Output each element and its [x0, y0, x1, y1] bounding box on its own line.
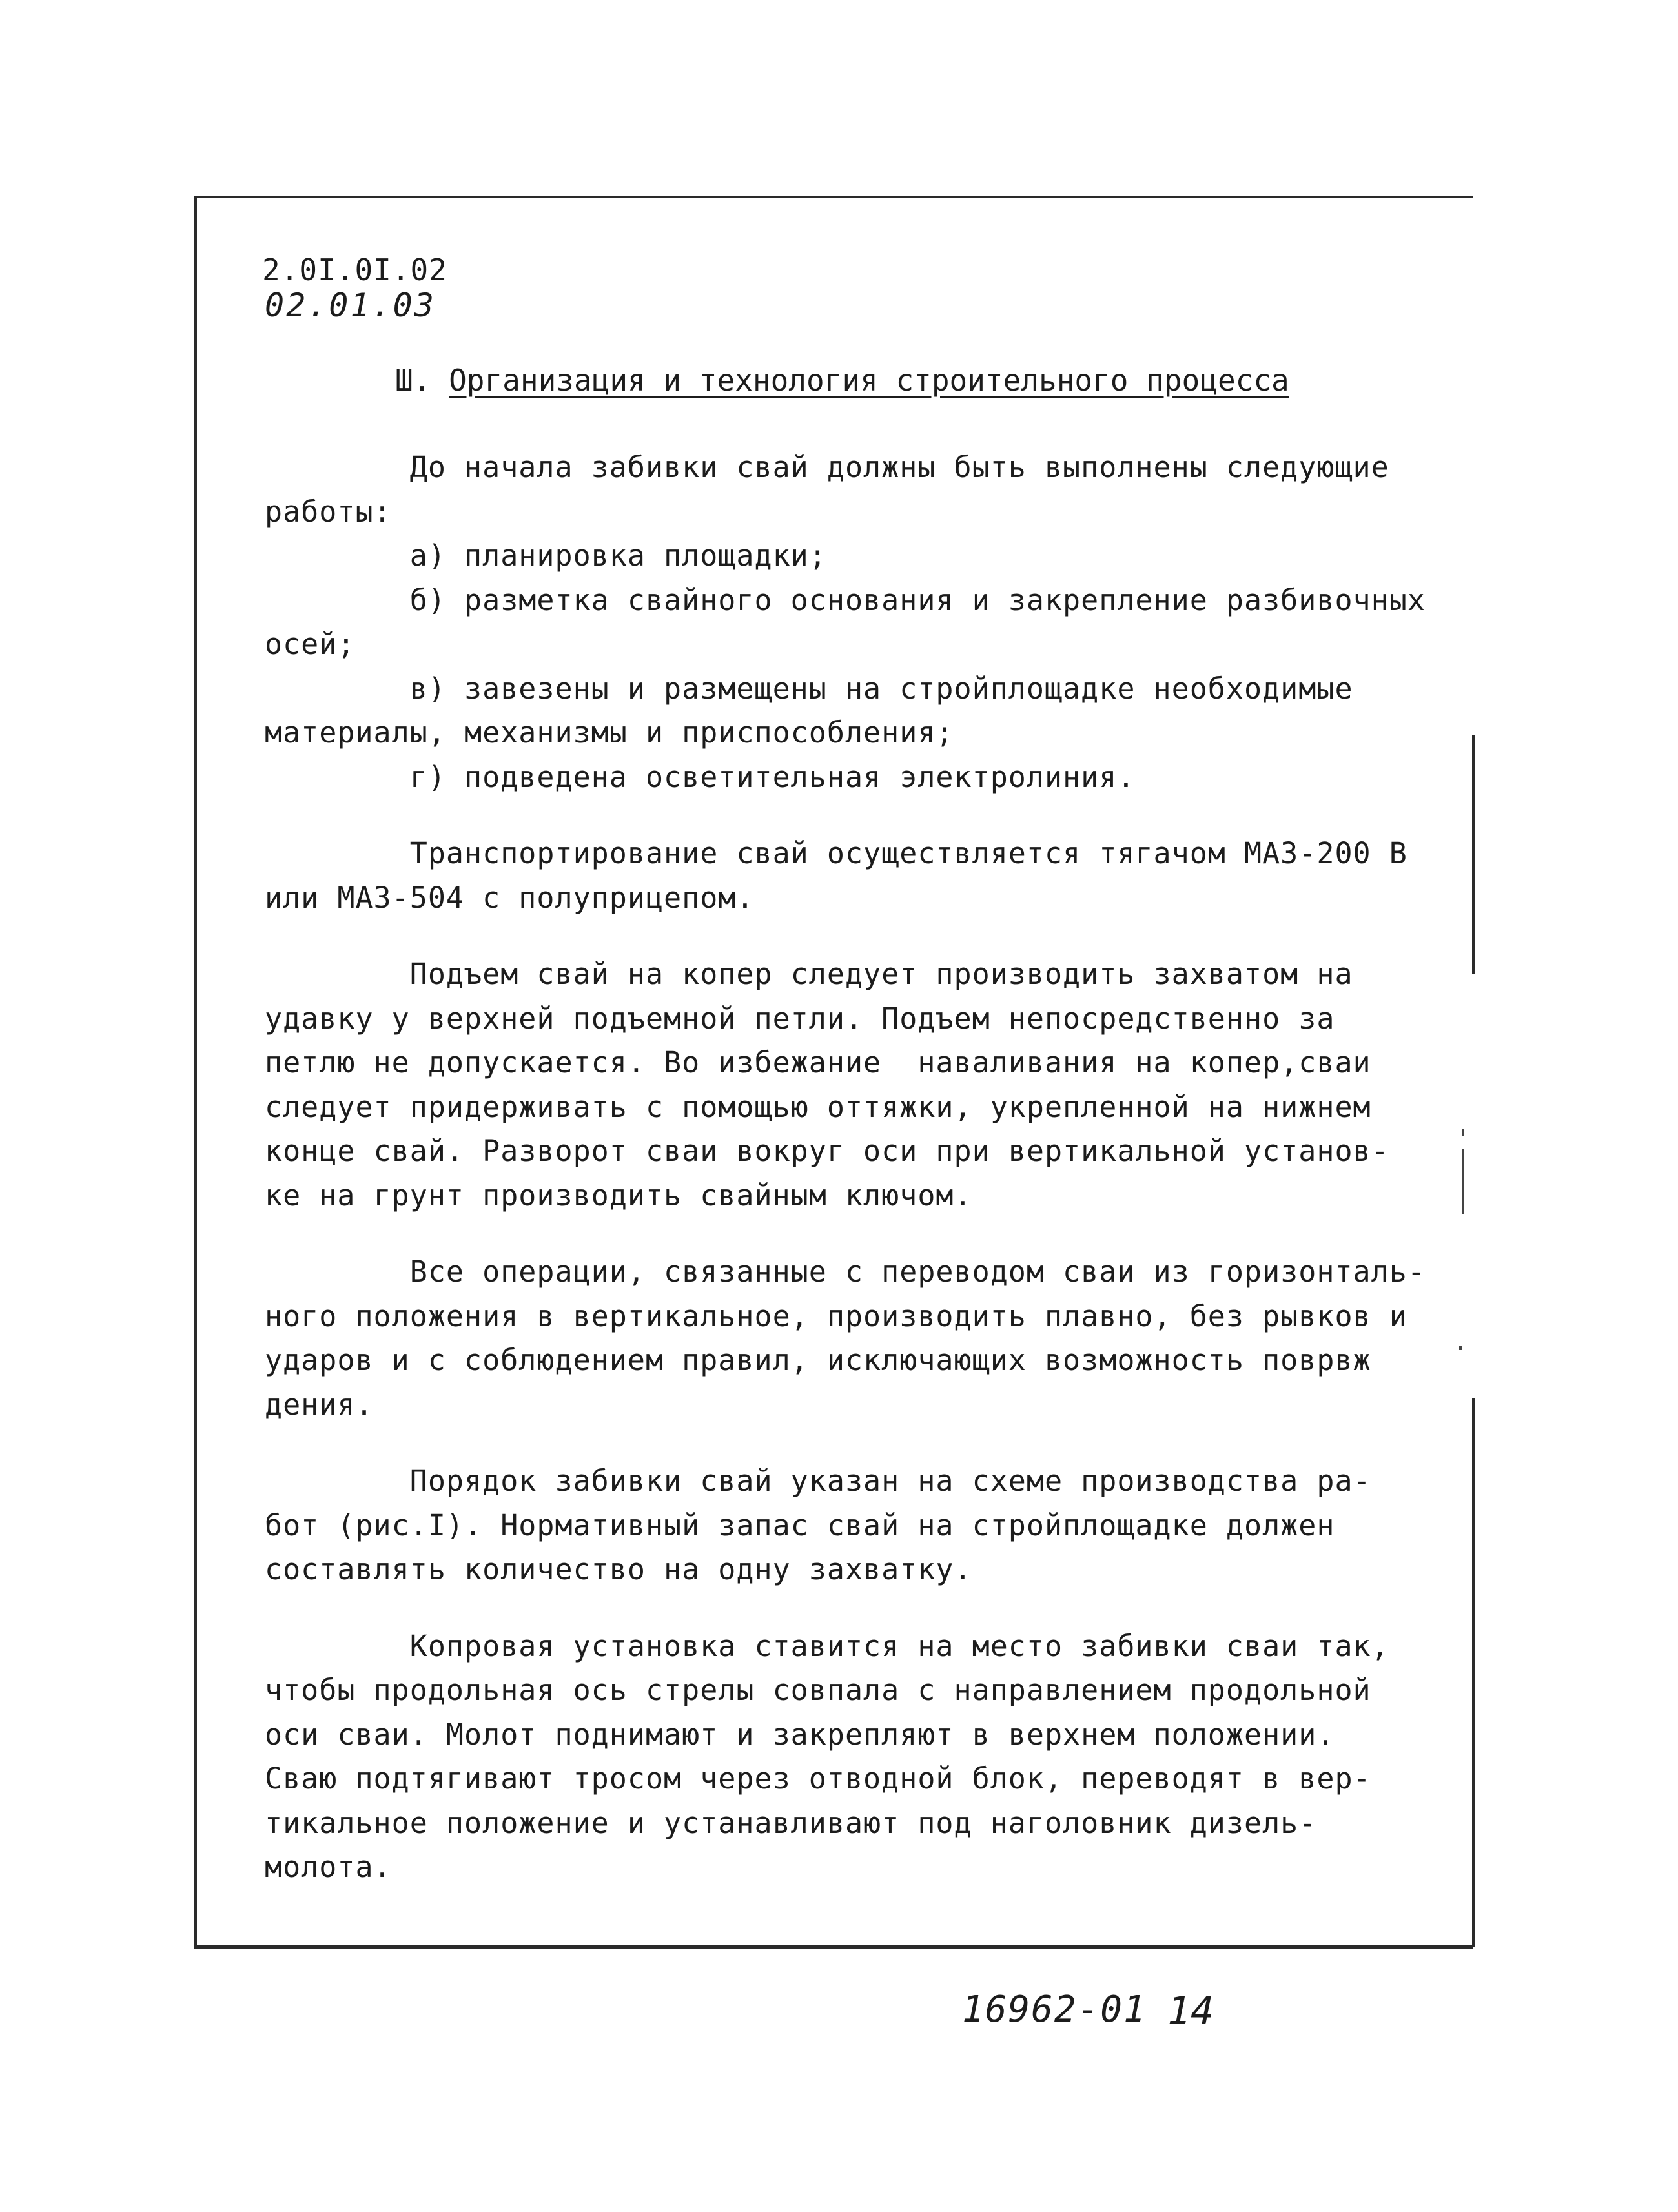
- frame-right-edge-2: [1472, 1398, 1475, 1947]
- text-line: Все операции, связанные с переводом сваи из горизонталь-: [265, 1254, 1426, 1289]
- text-line: До начала забивки свай должны быть выполнены следующие: [265, 450, 1389, 484]
- text-line: или МАЗ-504 с полуприцепом.: [265, 880, 755, 915]
- scan-speck: [1462, 1129, 1464, 1136]
- paragraph-gap: [265, 1427, 1440, 1459]
- text-line: работы:: [265, 494, 392, 529]
- text-line: конце свай. Разворот сваи вокруг оси при вертикальной установ-: [265, 1134, 1389, 1168]
- text-line: Сваю подтягивают тросом через отводной блок, переводят в вер-: [265, 1761, 1371, 1796]
- text-line: ударов и с соблюдением правил, исключающих возможность поврвж: [265, 1343, 1371, 1377]
- paragraph-gap: [265, 920, 1440, 952]
- paragraph-gap: [265, 1592, 1440, 1624]
- text-line: тикальное положение и устанавливают под наголовник дизель-: [265, 1805, 1317, 1840]
- text-line: следует придерживать с помощью оттяжки, укрепленной на нижнем: [265, 1089, 1371, 1124]
- text-line: в) завезены и размещены на стройплощадке необходимые: [265, 671, 1353, 706]
- scan-speck: [1459, 1346, 1462, 1350]
- text-line: ного положения в вертикальное, производить плавно, без рывков и: [265, 1298, 1407, 1333]
- document-code-handwritten: 02.01.03: [265, 287, 436, 324]
- text-line: Копровая установка ставится на место забивки сваи так,: [265, 1628, 1389, 1663]
- frame-right-edge-1: [1472, 735, 1475, 974]
- text-line: чтобы продольная ось стрелы совпала с направлением продольной: [265, 1673, 1371, 1707]
- footer-page-number: 14: [1167, 1989, 1214, 2034]
- section-heading: [395, 360, 1289, 400]
- footer-document-number: 16962-01: [962, 1989, 1147, 2031]
- text-line: петлю не допускается. Во избежание наваливания на копер,сваи: [265, 1045, 1371, 1080]
- text-line: дения.: [265, 1387, 374, 1422]
- text-line: Транспортирование свай осуществляется тягачом МАЗ-200 В: [265, 836, 1407, 870]
- text-line: осей;: [265, 627, 356, 661]
- body-text: [265, 445, 1440, 1890]
- section-number: Ш.: [395, 363, 431, 398]
- scan-mark: [1462, 1149, 1464, 1214]
- text-line: материалы, механизмы и приспособления;: [265, 715, 954, 750]
- text-line: оси сваи. Молот поднимают и закрепляют в верхнем положении.: [265, 1717, 1335, 1752]
- text-line: молота.: [265, 1850, 392, 1884]
- text-line: Порядок забивки свай указан на схеме производства ра-: [265, 1464, 1371, 1498]
- paragraph-gap: [265, 799, 1440, 832]
- text-line: ке на грунт производить свайным ключом.: [265, 1178, 972, 1213]
- section-title: Организация и технология строительного процесса: [449, 363, 1289, 398]
- text-line: б) разметка свайного основания и закрепление разбивочных: [265, 582, 1426, 617]
- text-line: удавку у верхней подъемной петли. Подъем непосредственно за: [265, 1001, 1335, 1036]
- document-code: 2.0I.0I.02: [262, 252, 447, 287]
- text-line: г) подведена осветительная электролиния.: [265, 759, 1136, 794]
- text-line: бот (рис.I). Нормативный запас свай на стройплощадке должен: [265, 1508, 1335, 1542]
- text-line: Подъем свай на копер следует производить захватом на: [265, 957, 1353, 991]
- text-line: составлять количество на одну захватку.: [265, 1552, 972, 1586]
- paragraph-gap: [265, 1218, 1440, 1250]
- text-line: а) планировка площадки;: [265, 538, 827, 573]
